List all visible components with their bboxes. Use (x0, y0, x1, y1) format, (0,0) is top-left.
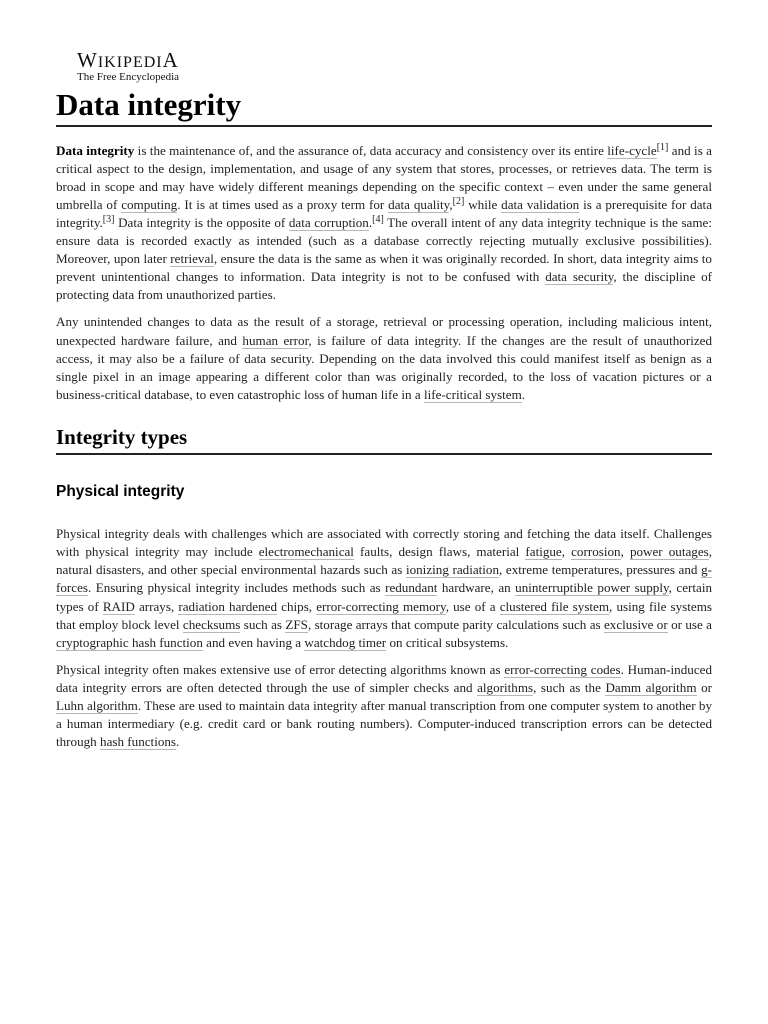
link-clustered-file-system[interactable]: clustered file system (499, 598, 610, 614)
link-redundant[interactable]: redundant (385, 580, 438, 596)
link-retrieval[interactable]: retrieval (170, 251, 214, 267)
link-fatigue[interactable]: fatigue (525, 544, 562, 560)
text: Any unintended changes to data as the result of a storage, retrieval or processing operation, including malicious intent, unexpected hardware failure, and (56, 314, 712, 348)
paragraph-3 (56, 525, 712, 652)
link-electromechanical[interactable]: electromechanical (258, 544, 354, 560)
text: , certain types of (56, 580, 712, 614)
link-raid[interactable]: RAID (102, 598, 135, 614)
text: , ensure the data is the same as when it was originally recorded. In short, data integrity aims to prevent unintentional changes to information. Data integrity is not to be confused with (56, 251, 712, 285)
link-algorithms[interactable]: algorithms (477, 679, 534, 695)
text: faults, design flaws, material (353, 544, 526, 560)
link-radiation-hardened[interactable]: radiation hardened (178, 598, 278, 614)
text: Physical integrity deals with challenges which are associated with correctly storing and fetching the data itself. Challenges with physical integrity may include (56, 526, 712, 560)
link-g-forces[interactable]: g-forces (56, 562, 712, 596)
link-luhn-algorithm[interactable]: Luhn algorithm (56, 697, 138, 713)
text: , is failure of data integrity. If the changes are the result of unauthorized access, it may also be a failure of data security. Depending on the data involved this could manifest itself as benign as a single pixel in an image appearing a different color than was originally recorded, to the loss of vacation pictures or a business-critical database, to even catastrophic loss of human life in a (56, 332, 713, 402)
link-life-cycle[interactable]: life-cycle (607, 142, 657, 158)
logo-wordmark: WIKIPEDIA (77, 48, 179, 72)
text: or use a (667, 616, 712, 632)
text: , (561, 544, 572, 560)
paragraph-2 (56, 313, 712, 403)
link-data-validation[interactable]: data validation (501, 196, 580, 212)
text: , (449, 196, 453, 212)
citation-2[interactable]: [2] (452, 195, 465, 207)
link-zfs[interactable]: ZFS (285, 616, 308, 632)
article-page (56, 50, 712, 760)
text: The overall intent of any data integrity technique is the same: ensure data is recorded exactly as intended (such as a database correctly rejecting mutually exclusive possibilities). Moreover, upon later (56, 215, 712, 267)
text: , using file systems that employ block level (56, 598, 713, 632)
bold-term: Data integrity (56, 142, 135, 158)
text: . It is at times used as a proxy term for (177, 196, 389, 212)
link-ionizing-radiation[interactable]: ionizing radiation (405, 562, 500, 578)
text: , (620, 544, 630, 560)
subsection-heading: Physical integrity (56, 483, 185, 501)
link-watchdog-timer[interactable]: watchdog timer (304, 634, 387, 650)
text: . (368, 215, 373, 231)
link-error-correcting-memory[interactable]: error-correcting memory (316, 598, 446, 614)
link-computing[interactable]: computing (121, 196, 178, 212)
link-uninterruptible-power-supply[interactable]: uninterruptible power supply (515, 580, 669, 596)
link-hash-functions[interactable]: hash functions (100, 734, 177, 750)
text: or (696, 679, 712, 695)
text: . Ensuring physical integrity includes methods such as (88, 580, 386, 596)
text: such as (240, 616, 286, 632)
paragraph-lead (56, 142, 712, 305)
logo-tagline: The Free Encyclopedia (77, 71, 180, 83)
link-data-corruption[interactable]: data corruption (288, 215, 369, 231)
link-checksums[interactable]: checksums (182, 616, 241, 632)
text: is the maintenance of, and the assurance of, data accuracy and consistency over its entire (134, 142, 608, 158)
link-data-security[interactable]: data security (545, 269, 614, 285)
text: hardware, an (437, 580, 516, 596)
text: . Human-induced data integrity errors are often detected through the use of simpler checks and (56, 661, 712, 695)
text: and is a critical aspect to the design, implementation, and usage of any system that stores, processes, or retrieves data. The term is broad in scope and may have widely different meanings depending on the specific context – even under the same general umbrella of (56, 142, 712, 212)
link-life-critical-system[interactable]: life-critical system (423, 386, 522, 402)
text: . (521, 386, 526, 402)
text: , the discipline of protecting data from unauthorized parties. (56, 269, 712, 303)
text: chips, (277, 598, 317, 614)
citation-4[interactable]: [4] (372, 214, 384, 226)
link-error-correcting-codes[interactable]: error-correcting codes (504, 661, 621, 677)
link-power-outages[interactable]: power outages (629, 544, 709, 560)
text: . (176, 734, 180, 750)
text: Physical integrity often makes extensive use of error detecting algorithms known as (56, 661, 505, 677)
text: on critical subsystems. (386, 634, 509, 650)
link-data-quality[interactable]: data quality (388, 196, 450, 212)
text: while (464, 196, 502, 212)
text: is a prerequisite for data integrity. (56, 196, 713, 231)
text: , extreme temperatures, pressures and (499, 562, 702, 578)
link-cryptographic-hash-function[interactable]: cryptographic hash function (56, 634, 203, 650)
text: arrays, (134, 598, 179, 614)
link-human-error[interactable]: human error (242, 332, 309, 348)
link-damm-algorithm[interactable]: Damm algorithm (605, 679, 697, 695)
text: and even having a (202, 634, 305, 650)
citation-3[interactable]: [3] (102, 214, 115, 226)
wikipedia-logo[interactable] (77, 50, 712, 83)
section-heading: Integrity types (56, 425, 712, 455)
text: . These are used to maintain data integrity after manual transcription from one computer system to another by a human intermediary (e.g. credit card or bank routing numbers). Computer-induced transcription errors can be detected through (56, 697, 712, 750)
link-exclusive-or[interactable]: exclusive or (604, 616, 668, 632)
paragraph-4 (56, 661, 712, 751)
text: , such as the (533, 679, 606, 695)
citation-1[interactable]: [1] (656, 141, 669, 153)
text: Data integrity is the opposite of (114, 215, 289, 231)
page-title: Data integrity (56, 87, 712, 127)
text: , natural disasters, and other special environmental hazards such as (56, 544, 713, 578)
link-corrosion[interactable]: corrosion (571, 544, 621, 560)
text: , storage arrays that compute parity calculations such as (307, 616, 604, 632)
text: , use of a (445, 598, 500, 614)
